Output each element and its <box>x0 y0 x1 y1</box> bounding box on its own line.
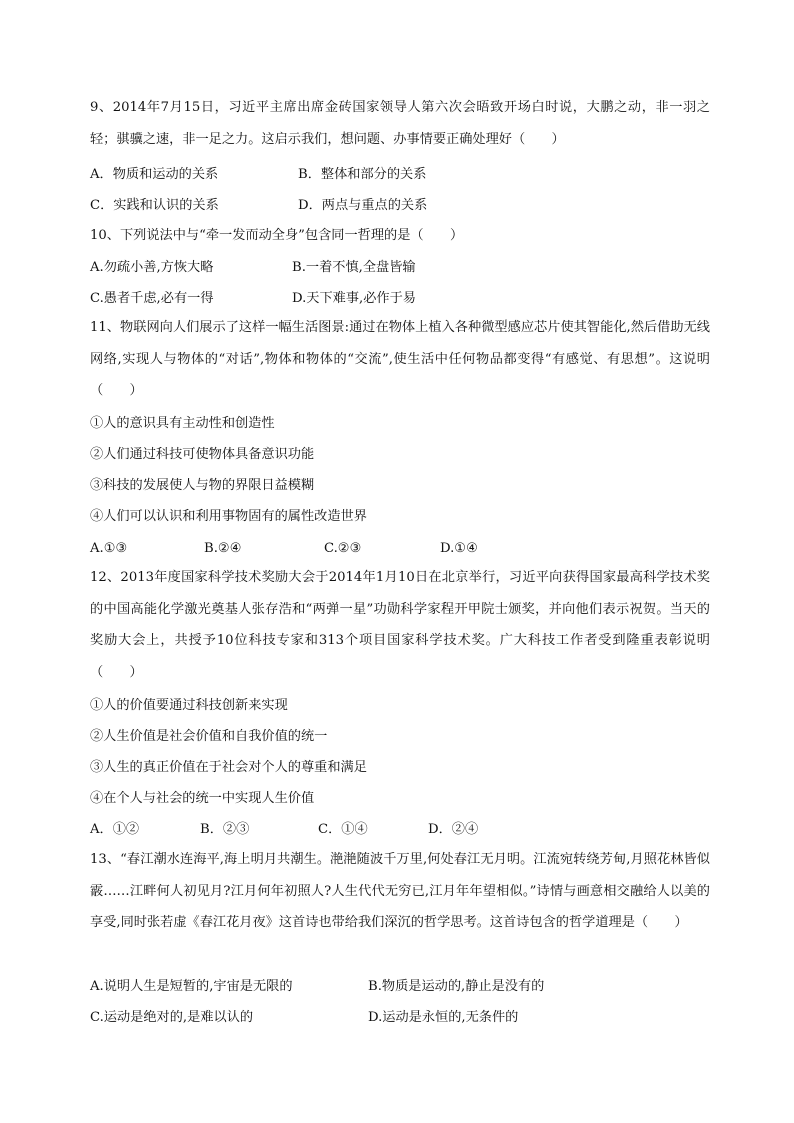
question-9-option-c: C．实践和认识的关系 <box>90 198 219 213</box>
question-9-stem: 9、2014年7月15日，习近平主席出席金砖国家领导人第六次会晤致开场白时说，大鹏之动，非一羽之轻；骐骥之速，非一足之力。这启示我们，想问题、办事情要正确处理好（ ） <box>90 100 710 147</box>
question-9-option-b: B．整体和部分的关系 <box>298 167 427 182</box>
question-11-option-a: A.①③ <box>90 541 128 556</box>
question-11-statement-2: ②人们通过科技可使物体具备意识功能 <box>90 447 315 462</box>
question-13-option-a: A.说明人生是短暂的,宇宙是无限的 <box>90 979 293 994</box>
question-12-option-b: B．②③ <box>200 822 250 837</box>
question-11-option-d: D.①④ <box>440 541 478 556</box>
question-11-statement-1: ①人的意识具有主动性和创造性 <box>90 416 275 431</box>
question-10-option-b: B.一着不慎,全盘皆输 <box>292 260 416 275</box>
question-12-option-a: A．①② <box>90 822 140 837</box>
question-9-option-a: A．物质和运动的关系 <box>90 167 219 182</box>
question-13-stem: 13、“春江潮水连海平,海上明月共潮生。滟滟随波千万里,何处春江无月明。江流宛转绕芳甸,月照花林皆似霰……江畔何人初见月?江月何年初照人?人生代代无穷已,江月年年望相似。”诗情与画意相交融给人以美的享受,同时张若虚《春江花月夜》这首诗也带给我们深沉的哲学思考。这首诗包含的哲学道理是（ ） <box>90 852 710 930</box>
question-12-option-d: D．②④ <box>428 822 479 837</box>
question-11-stem: 11、物联网向人们展示了这样一幅生活图景:通过在物体上植入各种微型感应芯片使其智能化,然后借助无线网络,实现人与物体的“对话”,物体和物体的“交流”,使生活中任何物品都变得“有感觉、有思想”。这说明（ ） <box>90 320 710 398</box>
question-10-option-c: C.愚者千虑,必有一得 <box>90 291 214 306</box>
question-12-statement-2: ②人生价值是社会价值和自我价值的统一 <box>90 729 328 744</box>
question-12-statement-4: ④在个人与社会的统一中实现人生价值 <box>90 791 315 806</box>
question-10-option-d: D.天下难事,必作于易 <box>292 291 416 306</box>
question-12-statement-3: ③人生的真正价值在于社会对个人的尊重和满足 <box>90 760 367 775</box>
question-10-option-a: A.勿疏小善,方恢大略 <box>90 260 214 275</box>
question-12-statement-1: ①人的价值要通过科技创新来实现 <box>90 698 288 713</box>
question-13-option-d: D.运动是永恒的,无条件的 <box>368 1010 519 1025</box>
question-11-statement-4: ④人们可以认识和利用事物固有的属性改造世界 <box>90 509 367 524</box>
question-13-option-c: C.运动是绝对的,是难以认的 <box>90 1010 254 1025</box>
question-12-option-c: C．①④ <box>318 822 368 837</box>
question-11-option-c: C.②③ <box>324 541 362 556</box>
question-10-stem: 10、下列说法中与“牵一发而动全身”包含同一哲理的是（ ） <box>90 228 464 243</box>
question-9-option-d: D．两点与重点的关系 <box>298 198 428 213</box>
question-12-stem: 12、2013年度国家科学技术奖励大会于2014年1月10日在北京举行，习近平向获得国家最高科学技术奖的中国高能化学激光奠基人张存浩和“两弹一星”功勋科学家程开甲院士颁奖，并向他们表示祝贺。当天的奖励大会上，共授予10位科技专家和313个项目国家科学技术奖。广大科技工作者受到隆重表彰说明（ ） <box>90 570 710 680</box>
question-11-statement-3: ③科技的发展使人与物的界限日益模糊 <box>90 478 315 493</box>
question-13-option-b: B.物质是运动的,静止是没有的 <box>368 979 545 994</box>
question-11-option-b: B.②④ <box>204 541 242 556</box>
